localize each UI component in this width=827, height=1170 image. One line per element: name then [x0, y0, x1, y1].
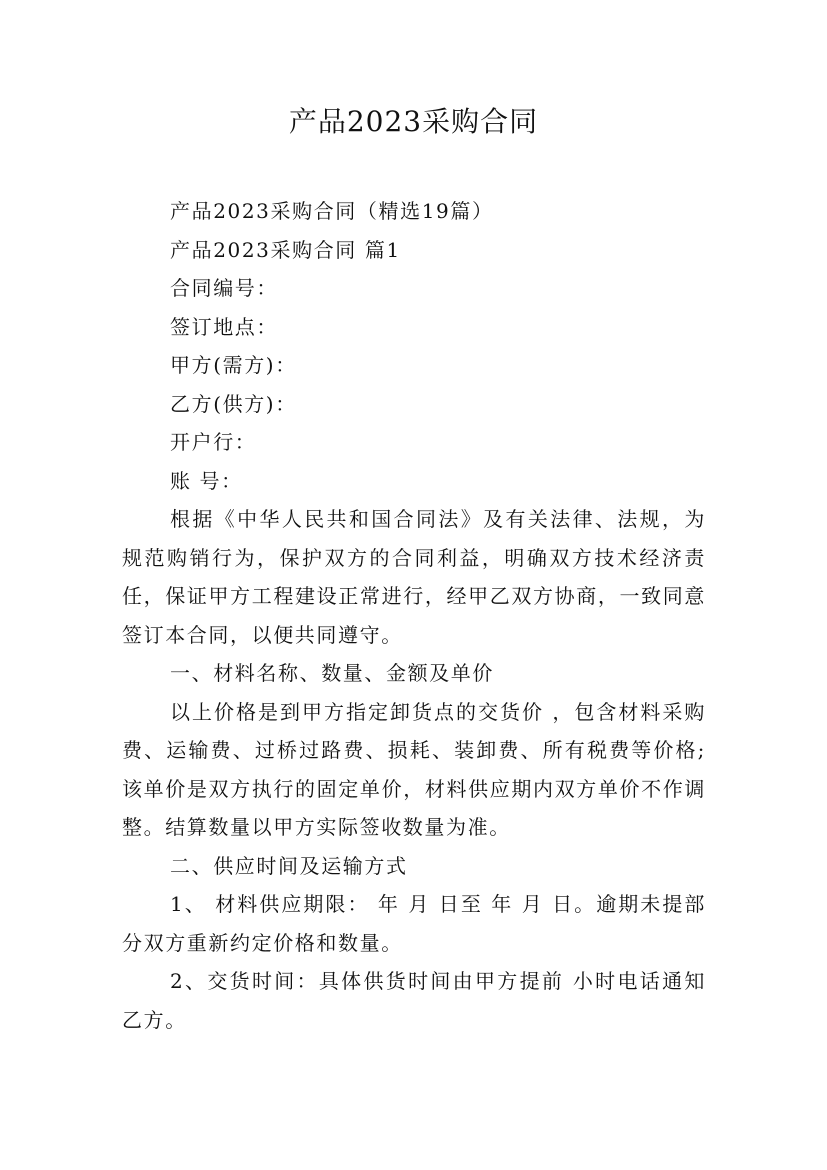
signing-location-field: 签订地点： [170, 314, 278, 339]
preamble-paragraph: 根据《中华人民共和国合同法》及有关法律、法规，为规范购销行为，保护双方的合同利益，明确双方技术经济责任，保证甲方工程建设正常进行，经甲乙双方协商，一致同意签订本合同，以便共同遵守。 [122, 507, 706, 647]
bank-field: 开户行： [170, 430, 257, 454]
subtitle-line: 产品2023采购合同（精选19篇） [170, 199, 494, 223]
section-one-heading: 一、材料名称、数量、金额及单价 [170, 661, 494, 685]
party-b-field: 乙方(供方)： [170, 391, 297, 416]
contract-number-field: 合同编号： [170, 276, 278, 300]
delivery-time-paragraph: 2、交货时间：具体供货时间由甲方提前 小时电话通知乙方。 [122, 969, 706, 1032]
section-heading-line: 产品2023采购合同 篇1 [170, 237, 401, 262]
party-a-field: 甲方(需方)： [170, 353, 297, 377]
price-paragraph: 以上价格是到甲方指定卸货点的交货价 ，包含材料采购费、运输费、过桥过路费、损耗、装卸费、所有税费等价格;该单价是双方执行的固定单价，材料供应期内双方单价不作调整。结算数量以甲方实际签收数量为准。 [122, 699, 706, 839]
supply-period-paragraph: 1、 材料供应期限： 年 月 日至 年 月 日。逾期未提部分双方重新约定价格和数量。 [122, 892, 706, 955]
document-title: 产品2023采购合同 [288, 105, 539, 138]
account-field: 账 号： [170, 468, 243, 493]
section-two-heading: 二、供应时间及运输方式 [170, 853, 408, 878]
document-body [122, 192, 706, 1039]
